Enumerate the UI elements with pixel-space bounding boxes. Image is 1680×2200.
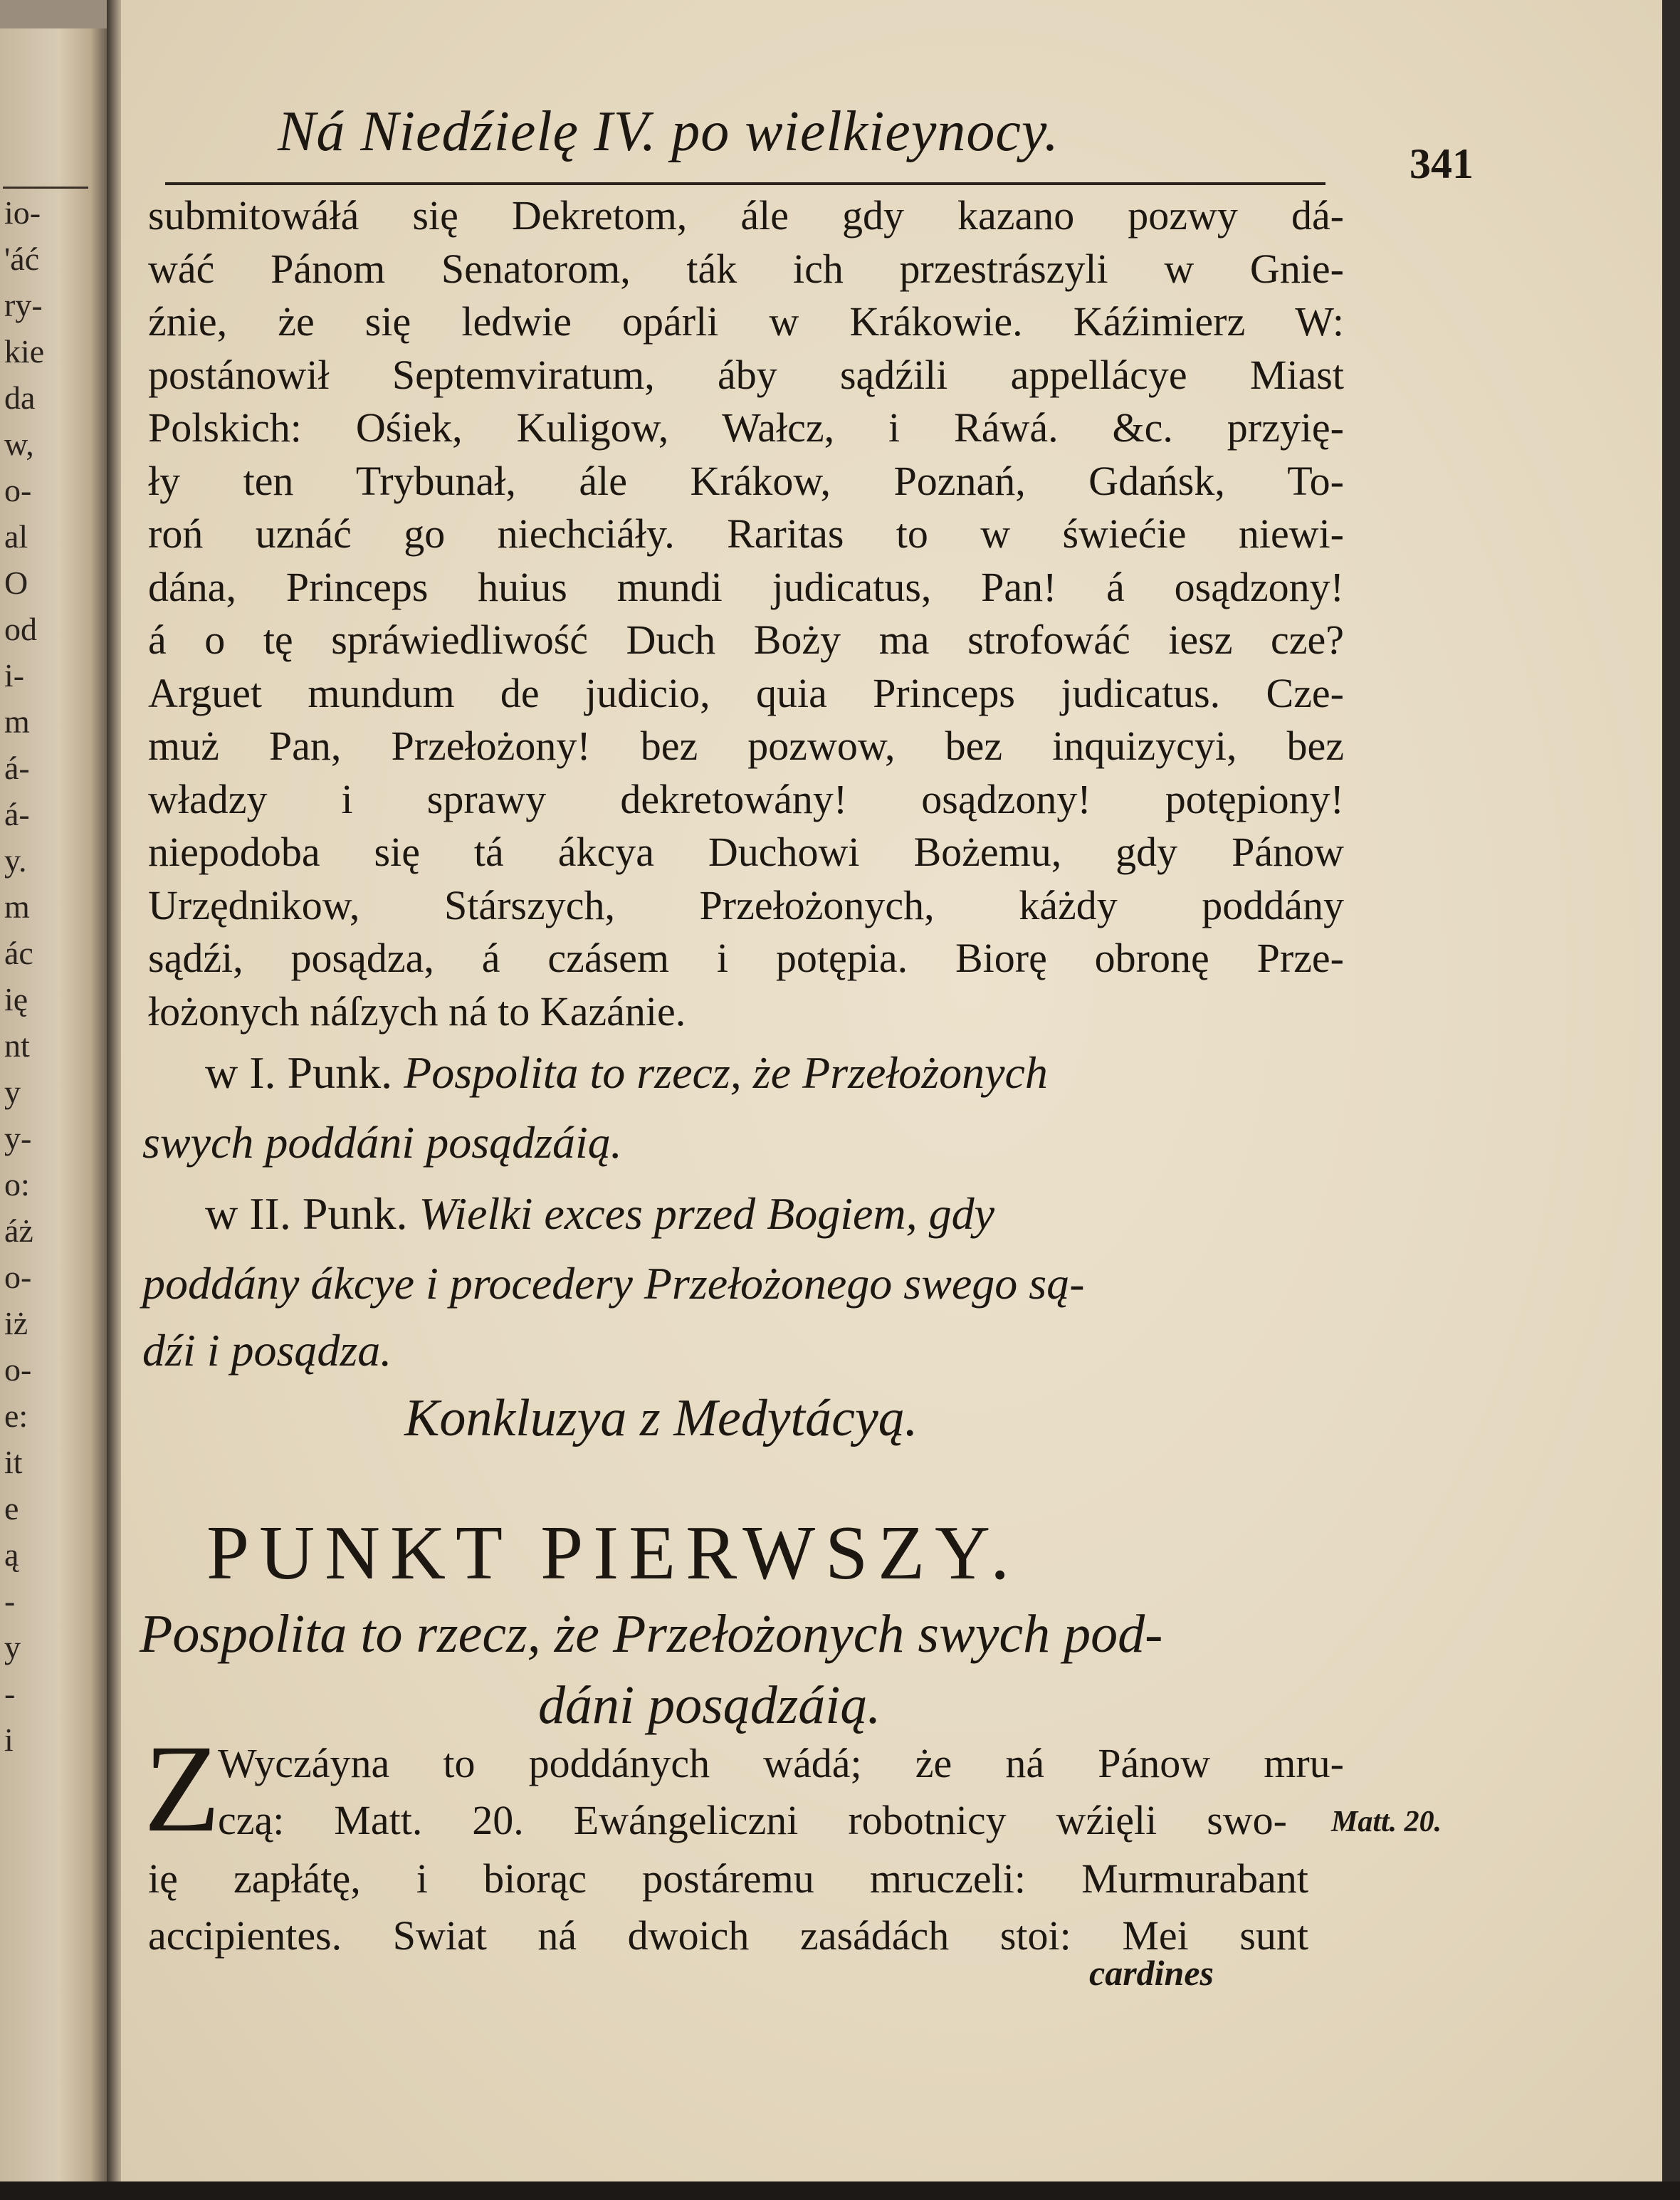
point-one-line-1 xyxy=(205,1048,1048,1098)
previous-page-fragment: it xyxy=(4,1444,23,1480)
section-line: ię zapłátę, i biorąc postáremu mruczeli: Murmurabant xyxy=(148,1855,1308,1902)
section-line: Wyczáyna to poddánych wádá; że ná Pánow mru- xyxy=(218,1740,1344,1786)
previous-page-fragment: y xyxy=(4,1074,21,1110)
section-line: czą: Matt. 20. Ewángeliczni robotnicy wźięli swo- xyxy=(218,1797,1287,1843)
previous-page-fragment: áż xyxy=(4,1212,33,1249)
point-one-label: w I. Punk. xyxy=(205,1047,393,1098)
previous-page-fragment: á- xyxy=(4,750,30,786)
previous-page-fragment: y xyxy=(4,1629,21,1665)
paragraph-line: á o tę spráwiedliwość Duch Boży ma strofowáć iesz cze? xyxy=(148,617,1344,663)
running-head: Ná Niedźielę IV. po wielkieynocy. xyxy=(278,100,1059,163)
paragraph-line: łożonych náſzych ná to Kazánie. xyxy=(148,988,686,1034)
point-two-label: w II. Punk. xyxy=(205,1188,408,1239)
point-two-text: Wielki exces przed Bogiem, gdy xyxy=(419,1188,995,1239)
previous-page-fragment: o- xyxy=(4,1351,32,1388)
point-two-line-2: poddány ákcye i procedery Przełożonego swego są- xyxy=(142,1258,1085,1309)
previous-page-fragment: w, xyxy=(4,426,34,462)
previous-page-fragment: od xyxy=(4,611,37,647)
paragraph-line: submitowáłá się Dekretom, ále gdy kazano pozwy dá- xyxy=(148,192,1344,239)
previous-page-fragment: O xyxy=(4,565,28,601)
previous-page-fragment: ry- xyxy=(4,287,43,323)
paragraph-line: roń uznáć go niechciáły. Raritas to w świećie niewi- xyxy=(148,510,1344,557)
previous-page-fragment: - xyxy=(4,1583,16,1619)
previous-page-fragment: o- xyxy=(4,472,32,508)
conclusion-heading: Konkluzya z Medytácyą. xyxy=(404,1389,918,1447)
previous-page-fragment: m xyxy=(4,703,30,740)
point-two-line-3: dźi i posądza. xyxy=(142,1325,392,1376)
drop-cap: Z xyxy=(144,1719,221,1858)
previous-page-fragment: y- xyxy=(4,1120,32,1156)
previous-page-edge xyxy=(0,0,107,2200)
margin-note: Matt. 20. xyxy=(1331,1806,1442,1838)
section-subtitle-line-2: dáni posądzáią. xyxy=(538,1675,881,1735)
paragraph-line: sądźi, posądza, á czásem i potępia. Biorę obronę Prze- xyxy=(148,935,1344,981)
previous-page-fragment: o- xyxy=(4,1259,32,1295)
paragraph-line: Urzędnikow, Stárszych, Przełożonych, káżdy poddány xyxy=(148,882,1344,928)
previous-page-rule xyxy=(3,187,88,189)
paragraph-line: muż Pan, Przełożony! bez pozwow, bez inquizycyi, bez xyxy=(148,723,1344,769)
previous-page-fragment: e xyxy=(4,1490,19,1526)
previous-page-fragment: e: xyxy=(4,1398,28,1434)
previous-page-fragment: á- xyxy=(4,796,30,832)
paragraph-line: źnie, że się ledwie opárli w Krákowie. Káźimierz W: xyxy=(148,298,1344,345)
previous-page-fragment: nt xyxy=(4,1027,30,1064)
previous-page-fragment: i- xyxy=(4,657,25,693)
previous-page-fragment: iż xyxy=(4,1305,28,1341)
previous-page-top-edge xyxy=(0,0,107,28)
previous-page-fragment: kie xyxy=(4,333,45,370)
section-title: PUNKT PIERWSZY. xyxy=(206,1511,1020,1596)
previous-page-fragment: 'áć xyxy=(4,241,40,277)
scan-bottom-edge xyxy=(0,2181,1680,2200)
section-line: accipientes. Swiat ná dwoich zasádách stoi: Mei sunt xyxy=(148,1912,1308,1959)
paragraph-line: dána, Princeps huius mundi judicatus, Pan! á osądzony! xyxy=(148,564,1344,610)
point-one-line-2: swych poddáni posądzáią. xyxy=(142,1117,622,1168)
point-two-line-1 xyxy=(205,1189,994,1239)
previous-page-fragment: o: xyxy=(4,1166,30,1203)
paragraph-line: władzy i sprawy dekretowány! osądzony! potępiony! xyxy=(148,776,1344,822)
page-number: 341 xyxy=(1409,140,1474,187)
previous-page-fragment: ą xyxy=(4,1536,19,1573)
section-subtitle-line-1: Pospolita to rzecz, że Przełożonych swych pod- xyxy=(140,1604,1163,1664)
previous-page-fragment: ię xyxy=(4,981,28,1017)
previous-page-fragment: i xyxy=(4,1722,14,1758)
paragraph-line: wáć Pánom Senatorom, ták ich przestrászyli w Gnie- xyxy=(148,246,1344,292)
book-gutter xyxy=(107,0,121,2200)
previous-page-fragment: io- xyxy=(4,194,41,231)
point-one-text: Pospolita to rzecz, że Przełożonych xyxy=(404,1047,1048,1098)
previous-page-fragment: ác xyxy=(4,935,33,971)
catchword: cardines xyxy=(1089,1953,1214,1993)
paragraph-line: ły ten Trybunał, ále Krákow, Poznań, Gdańsk, To- xyxy=(148,458,1344,504)
header-rule xyxy=(165,182,1325,185)
paragraph-line: Polskich: Ośiek, Kuligow, Wałcz, i Ráwá. &c. przyię- xyxy=(148,404,1344,451)
paragraph-line: niepodoba się tá ákcya Duchowi Bożemu, gdy Pánow xyxy=(148,829,1344,875)
previous-page-fragment: - xyxy=(4,1675,16,1712)
paragraph-line: postánowił Septemviratum, áby sądźili appellácye Miast xyxy=(148,352,1344,398)
previous-page-fragment: al xyxy=(4,518,28,555)
previous-page-fragment: y. xyxy=(4,842,27,879)
paragraph-line: Arguet mundum de judicio, quia Princeps judicatus. Cze- xyxy=(148,670,1344,716)
previous-page-fragment: da xyxy=(4,379,36,416)
previous-page-fragment: m xyxy=(4,889,30,925)
